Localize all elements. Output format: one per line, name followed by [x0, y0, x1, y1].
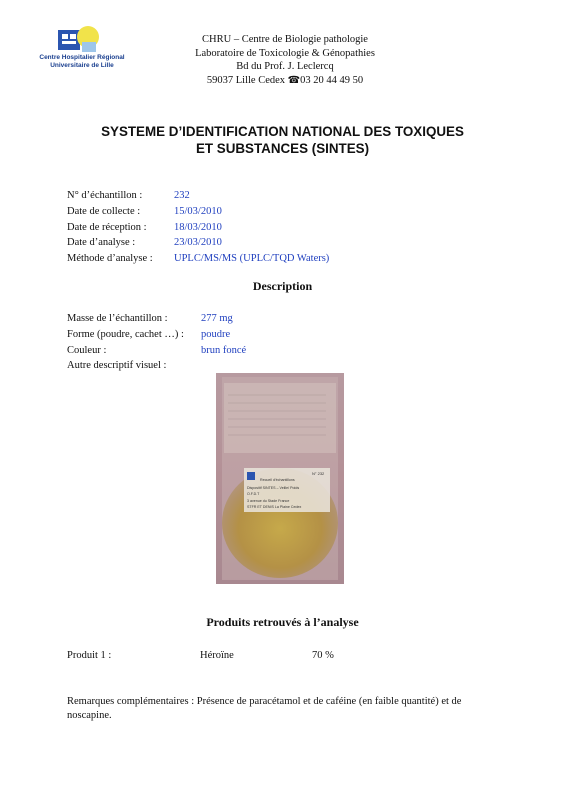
header-city: 59037 Lille Cedex: [206, 74, 286, 86]
sample-photo: [216, 373, 344, 584]
field-label: Forme (poudre, cachet …) :: [67, 328, 184, 340]
header-phone: 03 20 44 49 50: [300, 74, 364, 86]
header-line-2: Laboratoire de Toxicologie & Génopathies: [195, 47, 375, 59]
field-value: 23/03/2010: [174, 237, 222, 249]
product-percent: 70 %: [312, 650, 334, 661]
lab-address-header: [150, 33, 420, 87]
chru-logo-icon: [58, 24, 102, 54]
product-name: Héroïne: [200, 650, 234, 661]
field-label: Autre descriptif visuel :: [67, 360, 167, 372]
bag-label-line: STFR ET DENIS La Plaine Cedex: [247, 505, 302, 509]
results-heading: Produits retrouvés à l’analyse: [206, 615, 359, 629]
bag-label-number: N° 232: [312, 471, 325, 476]
field-value: poudre: [201, 328, 231, 340]
field-value: UPLC/MS/MS (UPLC/TQD Waters): [174, 253, 330, 265]
field-value: 232: [174, 190, 190, 201]
description-heading: Description: [252, 279, 313, 293]
bag-label-line: Recueil d'échantillons: [260, 478, 295, 482]
remarks-text: Remarques complémentaires : Présence de paracétamol et de caféine (en faible quantité) et de noscapine.: [67, 696, 462, 721]
field-label: Masse de l’échantillon :: [67, 313, 168, 324]
field-label: N° d’échantillon :: [67, 190, 143, 201]
field-value: 277 mg: [201, 313, 233, 324]
telephone-icon: ☎: [287, 74, 301, 86]
field-label: Méthode d’analyse :: [67, 253, 153, 265]
hospital-logo: [22, 24, 132, 72]
bag-label-line: 3 avenue du Stade France: [247, 499, 290, 503]
field-label: Date d’analyse :: [67, 237, 136, 249]
header-line-4: [150, 74, 420, 88]
page-title: [40, 123, 525, 157]
header-line-3: Bd du Prof. J. Leclercq: [236, 61, 334, 72]
bag-label-line: O.F.D.T: [247, 492, 260, 496]
field-value: 15/03/2010: [174, 205, 222, 217]
field-value: brun foncé: [201, 344, 247, 356]
logo-line-2: Universitaire de Lille: [50, 62, 114, 69]
header-line-1: CHRU – Centre de Biologie pathologie: [202, 34, 368, 45]
field-label: Couleur :: [67, 344, 107, 356]
title-line-2: ET SUBSTANCES (SINTES): [195, 141, 370, 156]
bag-label-line: Dispositif SINTES – Veille/ Poids: [247, 486, 300, 490]
logo-line-1: Centre Hospitalier Régional: [39, 54, 125, 61]
field-value: 18/03/2010: [174, 221, 222, 233]
field-label: Date de collecte :: [67, 205, 141, 217]
title-line-1: SYSTEME D’IDENTIFICATION NATIONAL DES TOXIQUES: [101, 124, 464, 139]
product-label: Produit 1 :: [67, 650, 112, 661]
field-label: Date de réception :: [67, 221, 147, 233]
